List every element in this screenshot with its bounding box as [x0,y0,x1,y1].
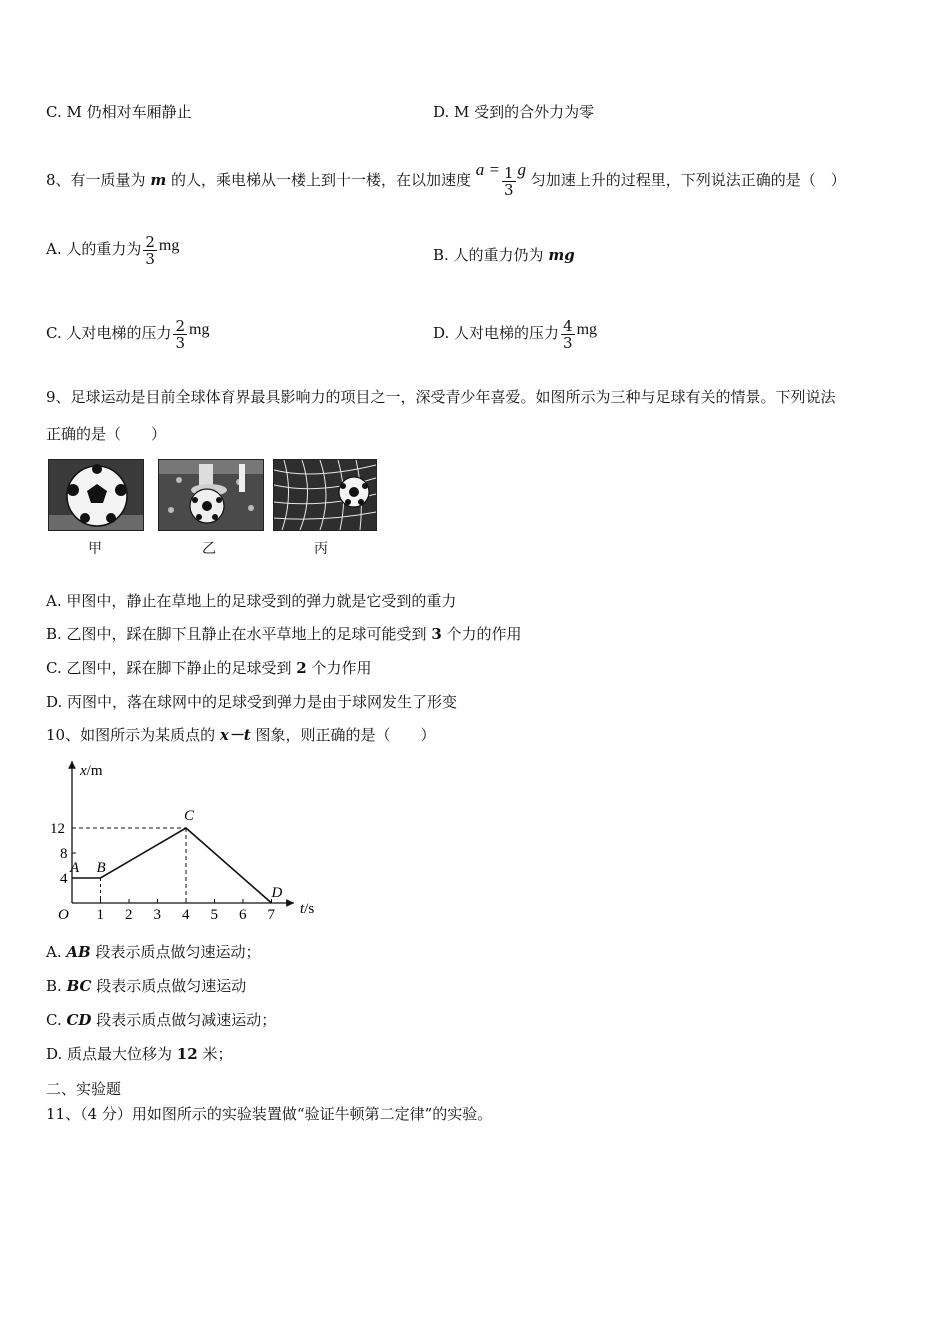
q8-accel-fraction [502,165,516,198]
q10-option-b-post: 段表示质点做匀速运动 [91,977,247,995]
q9-option-c-post: 个力作用 [306,659,372,677]
foot-on-soccer-ball-image [159,460,263,530]
q10-option-b [46,976,246,996]
q8-option-c-text: C. 人对电梯的压力 [46,324,172,342]
q10-option-a-post: 段表示质点做匀速运动； [90,943,261,961]
q9-picture-yi [158,459,264,531]
q8-option-c [46,310,209,353]
q8-stem-part3: 匀加速上升的过程里，下列说法正确的是（ ） [526,171,846,189]
q10-option-d-pre: D. 质点最大位移为 [46,1045,177,1063]
q8-option-d-num: 4 [563,316,573,335]
q10-option-a [46,942,260,962]
q7-option-c: C. M 仍相对车厢静止 [46,103,192,121]
q9-caption-yi: 乙 [202,541,216,557]
x-tick-label: 3 [153,907,161,923]
q10-option-d [46,1044,232,1064]
soccer-ball-on-grass-image [49,460,143,530]
x-tick-label: 7 [267,907,275,923]
q10-xt-graph [46,755,336,930]
q8-option-c-fraction [173,318,187,351]
q8-option-d-unit: mg [576,321,598,338]
x-tick-label: 5 [210,907,218,923]
q10-option-b-seg: BC [66,977,92,995]
q9-option-b [46,624,522,644]
q8-option-d [433,310,597,353]
q8-stem [46,150,846,200]
q9-option-b-post: 个力的作用 [441,625,522,643]
y-tick-label: 12 [50,821,65,837]
q9-option-c-pre: C. 乙图中，踩在脚下静止的足球受到 [46,659,297,677]
q8-stem-part2: 的人，乘电梯从一楼上到十一楼，在以加速度 [166,171,476,189]
q10-stem-post: 图象，则正确的是（ ） [250,726,436,744]
q8-option-a-fraction [143,234,157,267]
point-label-d: D [271,885,283,901]
q9-caption-jia: 甲 [88,541,102,557]
q8-option-c-den: 3 [175,333,186,352]
q8-option-d-text: D. 人对电梯的压力 [433,324,560,342]
soccer-ball-in-net-image [274,460,376,530]
q9-option-a: A. 甲图中，静止在草地上的足球受到的弹力就是它受到的重力 [46,592,457,610]
q8-mass-symbol: m [150,171,167,189]
q9-option-b-num: 3 [431,625,442,643]
origin-label: O [58,907,69,923]
q8-option-b-unit: mg [548,246,575,264]
q8-accel-den: 3 [503,180,514,199]
x-tick-label: 6 [239,907,247,923]
q8-stem-part1: 8、有一质量为 [46,171,151,189]
y-axis-label: x/m [80,763,103,779]
point-label-c: C [184,808,195,824]
q8-option-a-num: 2 [145,232,155,251]
point-label-a: A [70,860,80,876]
point-label-b: B [96,860,106,876]
q8-option-b [433,245,575,265]
q8-accel-num: 1 [503,163,514,182]
q10-option-a-seg: AB [66,943,91,961]
x-tick-label: 2 [125,907,133,923]
q10-stem [46,725,436,745]
q10-stem-xt: x－t [219,726,251,744]
q8-option-a-unit: mg [158,237,180,254]
q9-picture-jia [48,459,144,531]
q8-accel-lhs: a = [475,160,500,179]
q8-option-b-text: B. 人的重力仍为 [433,246,549,264]
q7-option-d: D. M 受到的合外力为零 [433,103,595,121]
q10-option-c [46,1010,276,1030]
q9-option-d: D. 丙图中，落在球网中的足球受到弹力是由于球网发生了形变 [46,693,458,711]
y-tick-label: 4 [60,871,68,887]
q8-option-a-den: 3 [145,249,155,268]
q9-option-c-num: 2 [296,659,307,677]
q8-option-c-unit: mg [189,321,210,338]
q10-option-b-pre: B. [46,977,67,995]
q11-stem: 11、（4 分）用如图所示的实验装置做“验证牛顿第二定律”的实验。 [46,1105,493,1123]
x-axis-label: t/s [300,901,315,917]
q8-option-a-text: A. 人的重力为 [46,240,142,258]
q8-option-d-fraction [561,318,575,351]
q10-option-d-post: 米； [197,1045,233,1063]
x-tick-label: 1 [96,907,104,923]
q10-option-c-seg: CD [66,1011,92,1029]
q10-option-a-pre: A. [46,943,67,961]
q9-stem-line1: 9、足球运动是目前全球体育界最具影响力的项目之一，深受青少年喜爱。如图所示为三种与足球有关的情景。下列说法 [46,388,836,406]
q9-option-c [46,658,371,678]
q10-stem-pre: 10、如图所示为某质点的 [46,726,220,744]
q9-stem-line2: 正确的是（ ） [46,425,167,443]
x-tick-label: 4 [182,907,190,923]
q8-option-a [46,226,179,269]
y-tick-label: 8 [60,846,68,862]
q9-option-b-pre: B. 乙图中，踩在脚下且静止在水平草地上的足球可能受到 [46,625,432,643]
q8-accel-g: g [517,160,527,179]
q9-picture-bing [273,459,377,531]
q9-caption-bing: 丙 [314,541,328,557]
q10-option-d-num: 12 [176,1045,198,1063]
q10-option-c-pre: C. [46,1011,67,1029]
q10-option-c-post: 段表示质点做匀减速运动； [91,1011,277,1029]
q8-option-c-num: 2 [175,316,186,335]
q8-option-d-den: 3 [563,333,573,352]
section-title-experiment: 二、实验题 [46,1080,122,1098]
